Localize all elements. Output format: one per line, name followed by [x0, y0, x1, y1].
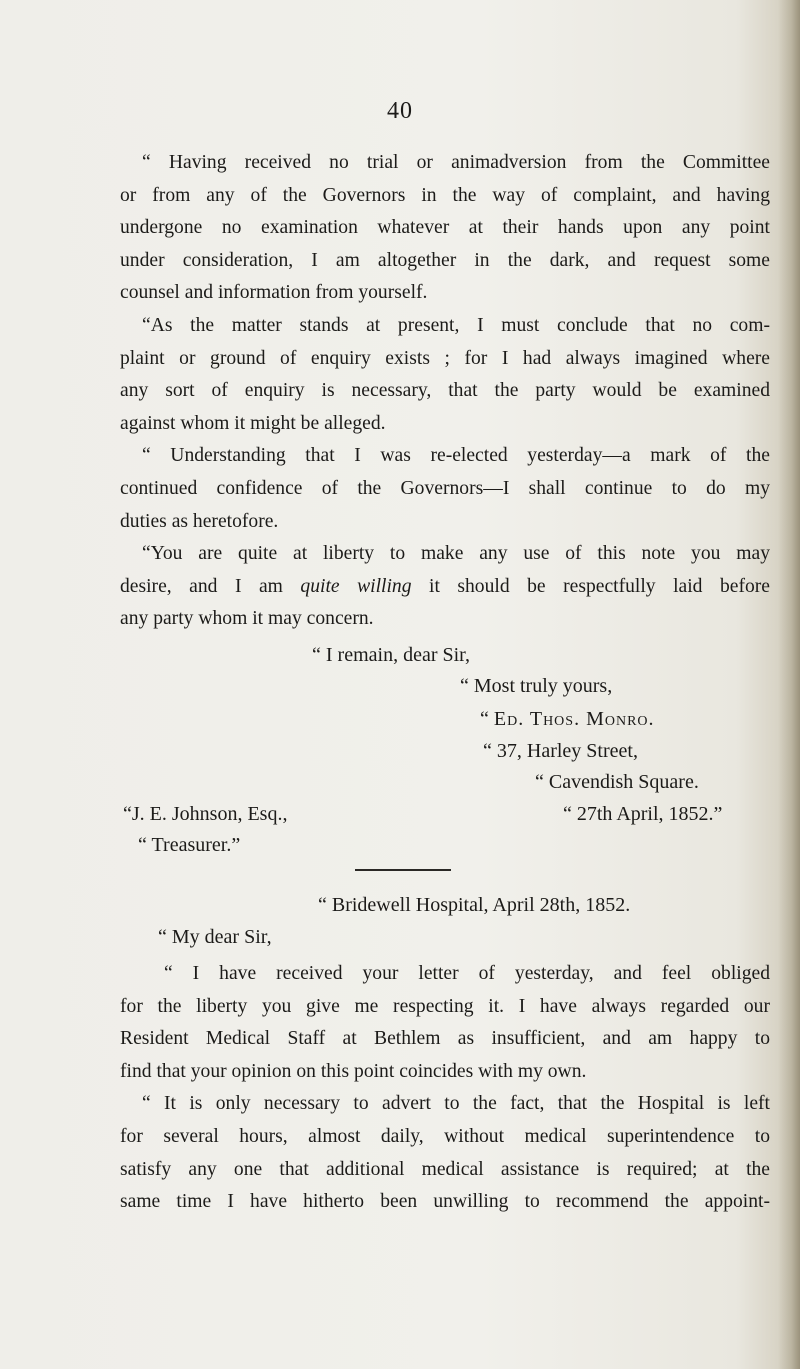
- address-line: “ 37, Harley Street,: [483, 740, 638, 762]
- text-line: continued confidence of the Governors—I shall continue to do my: [120, 477, 770, 499]
- address-line: “ Cavendish Square.: [535, 771, 699, 793]
- text-line: for several hours, almost daily, without medical superintendence to: [120, 1125, 770, 1147]
- text-line: undergone no examination whatever at their hands upon any point: [120, 217, 770, 239]
- recipient-line: “J. E. Johnson, Esq.,: [123, 803, 288, 825]
- text-line: “ It is only necessary to advert to the fact, that the Hospital is left: [142, 1093, 770, 1115]
- closing-line: “ I remain, dear Sir,: [312, 644, 471, 666]
- section-divider: [355, 869, 451, 871]
- letter-heading: “ Bridewell Hospital, April 28th, 1852.: [318, 894, 631, 916]
- text-line: satisfy any one that additional medical assistance is required; at the: [120, 1158, 770, 1180]
- text-line: “ I have received your letter of yesterday, and feel obliged: [164, 963, 770, 984]
- text-line: or from any of the Governors in the way of complaint, and having: [120, 184, 770, 206]
- text-line: “You are quite at liberty to make any use of this note you may: [142, 543, 770, 565]
- letter-one-body: [120, 147, 770, 636]
- text-line: “ Having received no trial or animadversion from the Committee: [142, 152, 770, 173]
- text-line-with-italic: [120, 571, 770, 604]
- sign-off-line: “ Most truly yours,: [460, 675, 613, 697]
- text-line: any party whom it may concern.: [120, 608, 374, 630]
- text-line: “ Understanding that I was re-elected yesterday—a mark of the: [142, 445, 770, 467]
- page-edge-shadow: [778, 0, 800, 1369]
- text-line: find that your opinion on this point coincides with my own.: [120, 1060, 587, 1082]
- text-line: under consideration, I am altogether in the dark, and request some: [120, 249, 770, 271]
- text-line: Resident Medical Staff at Bethlem as insufficient, and am happy to: [120, 1028, 770, 1050]
- text-line: any sort of enquiry is necessary, that the party would be examined: [120, 380, 770, 402]
- signature-name: Ed. Thos. Monro.: [493, 708, 655, 730]
- signature-line: [480, 708, 655, 731]
- italic-phrase: quite willing: [300, 575, 412, 597]
- text-line: counsel and information from yourself.: [120, 282, 428, 304]
- quote-mark: “: [480, 708, 494, 730]
- salutation: “ My dear Sir,: [158, 926, 272, 948]
- recipient-line: “ Treasurer.”: [138, 834, 241, 856]
- text-line: against whom it might be alleged.: [120, 412, 386, 434]
- text-line: for the liberty you give me respecting it. I have always regarded our: [120, 995, 770, 1017]
- text-line: same time I have hitherto been unwilling to recommend the appoint-: [120, 1191, 770, 1213]
- date-line: “ 27th April, 1852.”: [563, 803, 723, 825]
- text-line: plaint or ground of enquiry exists ; for I had always imagined where: [120, 347, 770, 369]
- text-line: “As the matter stands at present, I must conclude that no com-: [142, 314, 770, 336]
- letter-two-body: [120, 958, 770, 1219]
- page-number: 40: [387, 98, 413, 124]
- text-fragment: desire, and I am: [120, 575, 301, 597]
- text-fragment: it should be respectfully laid before: [411, 575, 771, 597]
- text-line: duties as heretofore.: [120, 510, 279, 532]
